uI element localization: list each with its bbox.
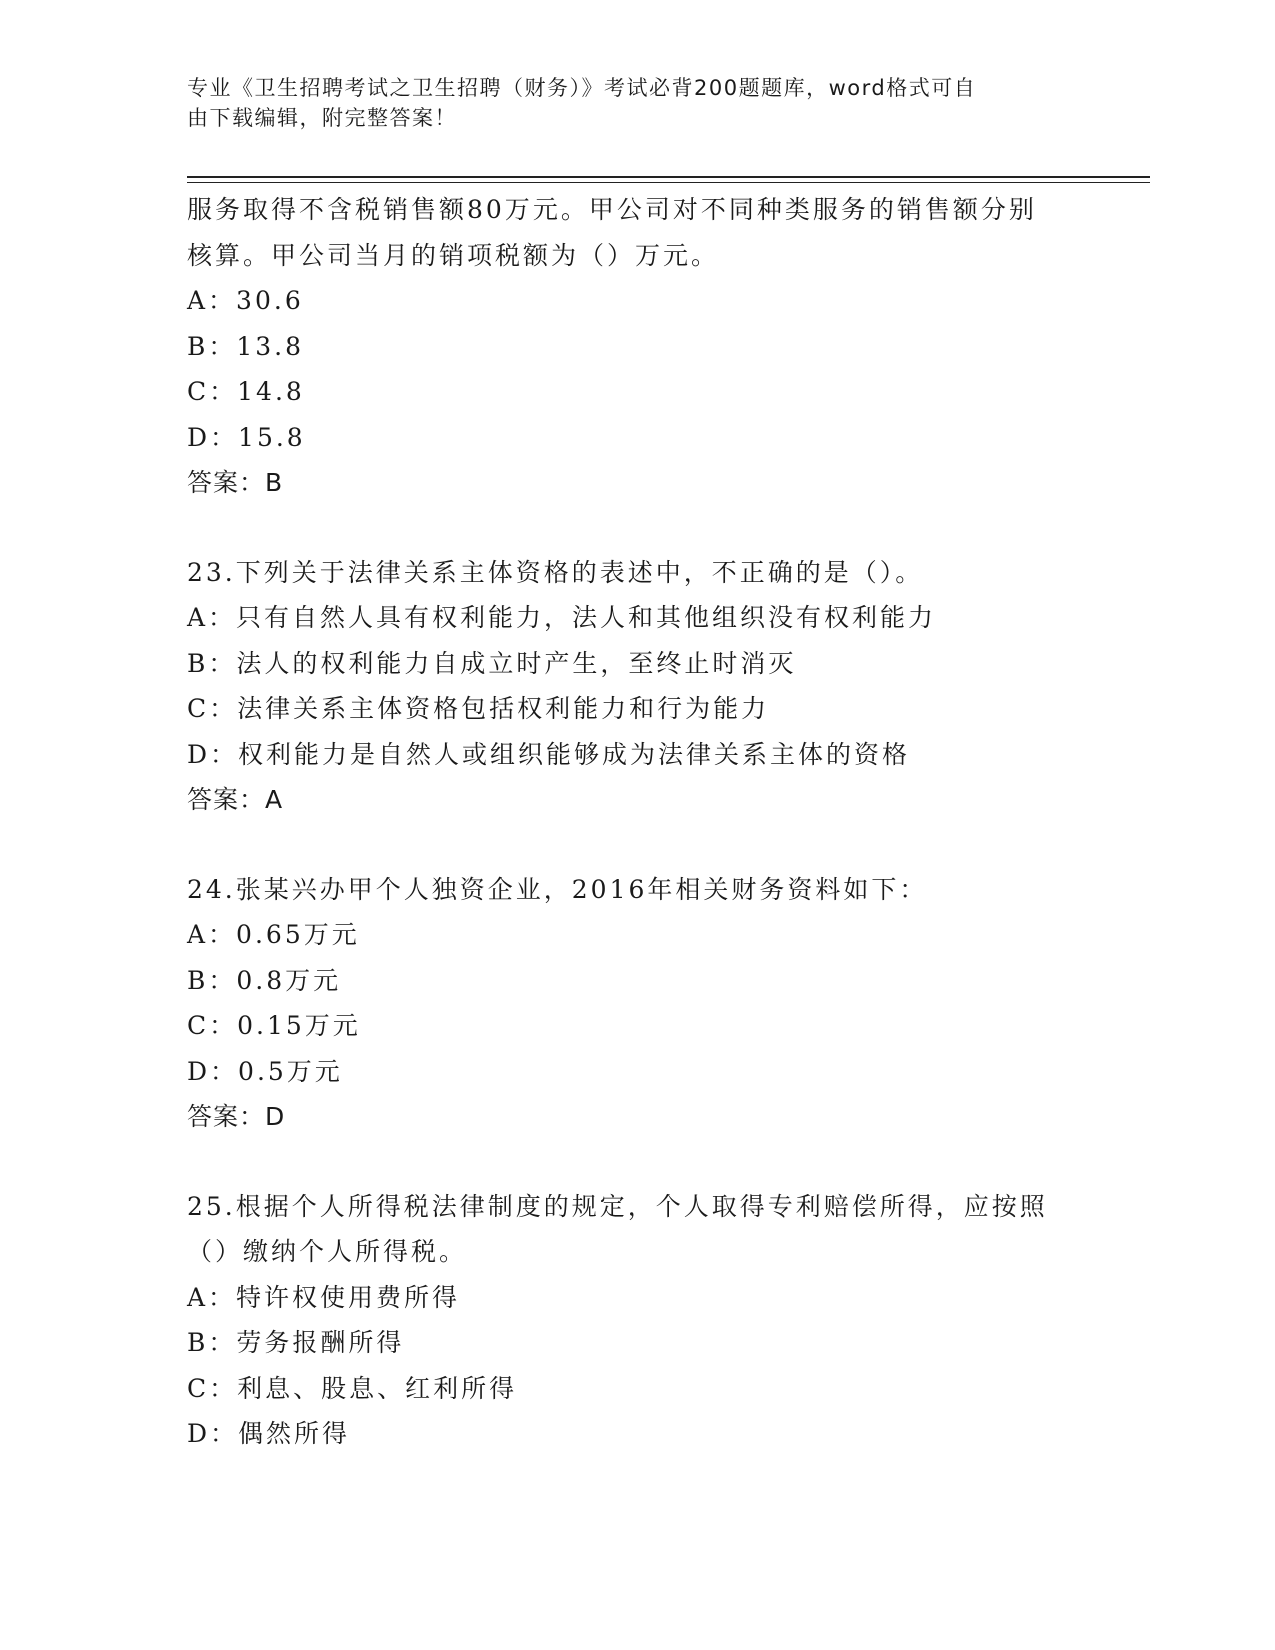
question-23 xyxy=(187,550,1107,823)
option-b: B：0.8万元 xyxy=(187,965,342,995)
document-header xyxy=(187,73,1067,133)
question-22 xyxy=(187,187,1107,506)
option-b: B：劳务报酬所得 xyxy=(187,1328,405,1357)
answer-line: 答案：A xyxy=(187,785,284,814)
option-b: B：法人的权利能力自成立时产生，至终止时消灭 xyxy=(187,648,797,678)
question-text: 24.张某兴办甲个人独资企业，2016年相关财务资料如下： xyxy=(187,874,928,904)
option-b: B：13.8 xyxy=(187,331,305,361)
header-line-2: 由下载编辑，附完整答案！ xyxy=(187,106,457,130)
option-a: A：只有自然人具有权利能力，法人和其他组织没有权利能力 xyxy=(187,603,937,632)
option-d: D：权利能力是自然人或组织能够成为法律关系主体的资格 xyxy=(187,739,911,769)
option-d: D：偶然所得 xyxy=(187,1419,351,1448)
spacer xyxy=(187,506,1107,550)
question-24 xyxy=(187,867,1107,1140)
option-d: D：0.5万元 xyxy=(187,1056,343,1086)
spacer xyxy=(187,823,1107,867)
question-text: 核算。甲公司当月的销项税额为（）万元。 xyxy=(187,240,720,270)
question-25 xyxy=(187,1184,1107,1457)
option-a: A：特许权使用费所得 xyxy=(187,1282,461,1312)
spacer xyxy=(187,1140,1107,1184)
option-a: A：30.6 xyxy=(187,286,304,315)
header-divider-thick xyxy=(187,176,1150,178)
question-list xyxy=(187,187,1107,1457)
option-c: C：法律关系主体资格包括权利能力和行为能力 xyxy=(187,694,770,723)
question-text: （）缴纳个人所得税。 xyxy=(187,1237,468,1266)
question-text: 23.下列关于法律关系主体资格的表述中，不正确的是（）。 xyxy=(187,557,924,587)
option-a: A：0.65万元 xyxy=(187,920,360,949)
header-divider-thin xyxy=(187,182,1150,183)
answer-line: 答案：D xyxy=(187,1102,286,1131)
header-line-1: 专业《卫生招聘考试之卫生招聘（财务）》考试必背200题题库，word格式可自 xyxy=(187,76,977,100)
option-c: C：14.8 xyxy=(187,377,305,406)
question-text: 25.根据个人所得税法律制度的规定，个人取得专利赔偿所得，应按照 xyxy=(187,1191,1048,1221)
option-c: C：0.15万元 xyxy=(187,1011,361,1040)
option-d: D：15.8 xyxy=(187,422,306,452)
answer-line: 答案：B xyxy=(187,468,284,497)
option-c: C：利息、股息、红利所得 xyxy=(187,1373,518,1403)
question-text: 服务取得不含税销售额80万元。甲公司对不同种类服务的销售额分别 xyxy=(187,195,1037,224)
